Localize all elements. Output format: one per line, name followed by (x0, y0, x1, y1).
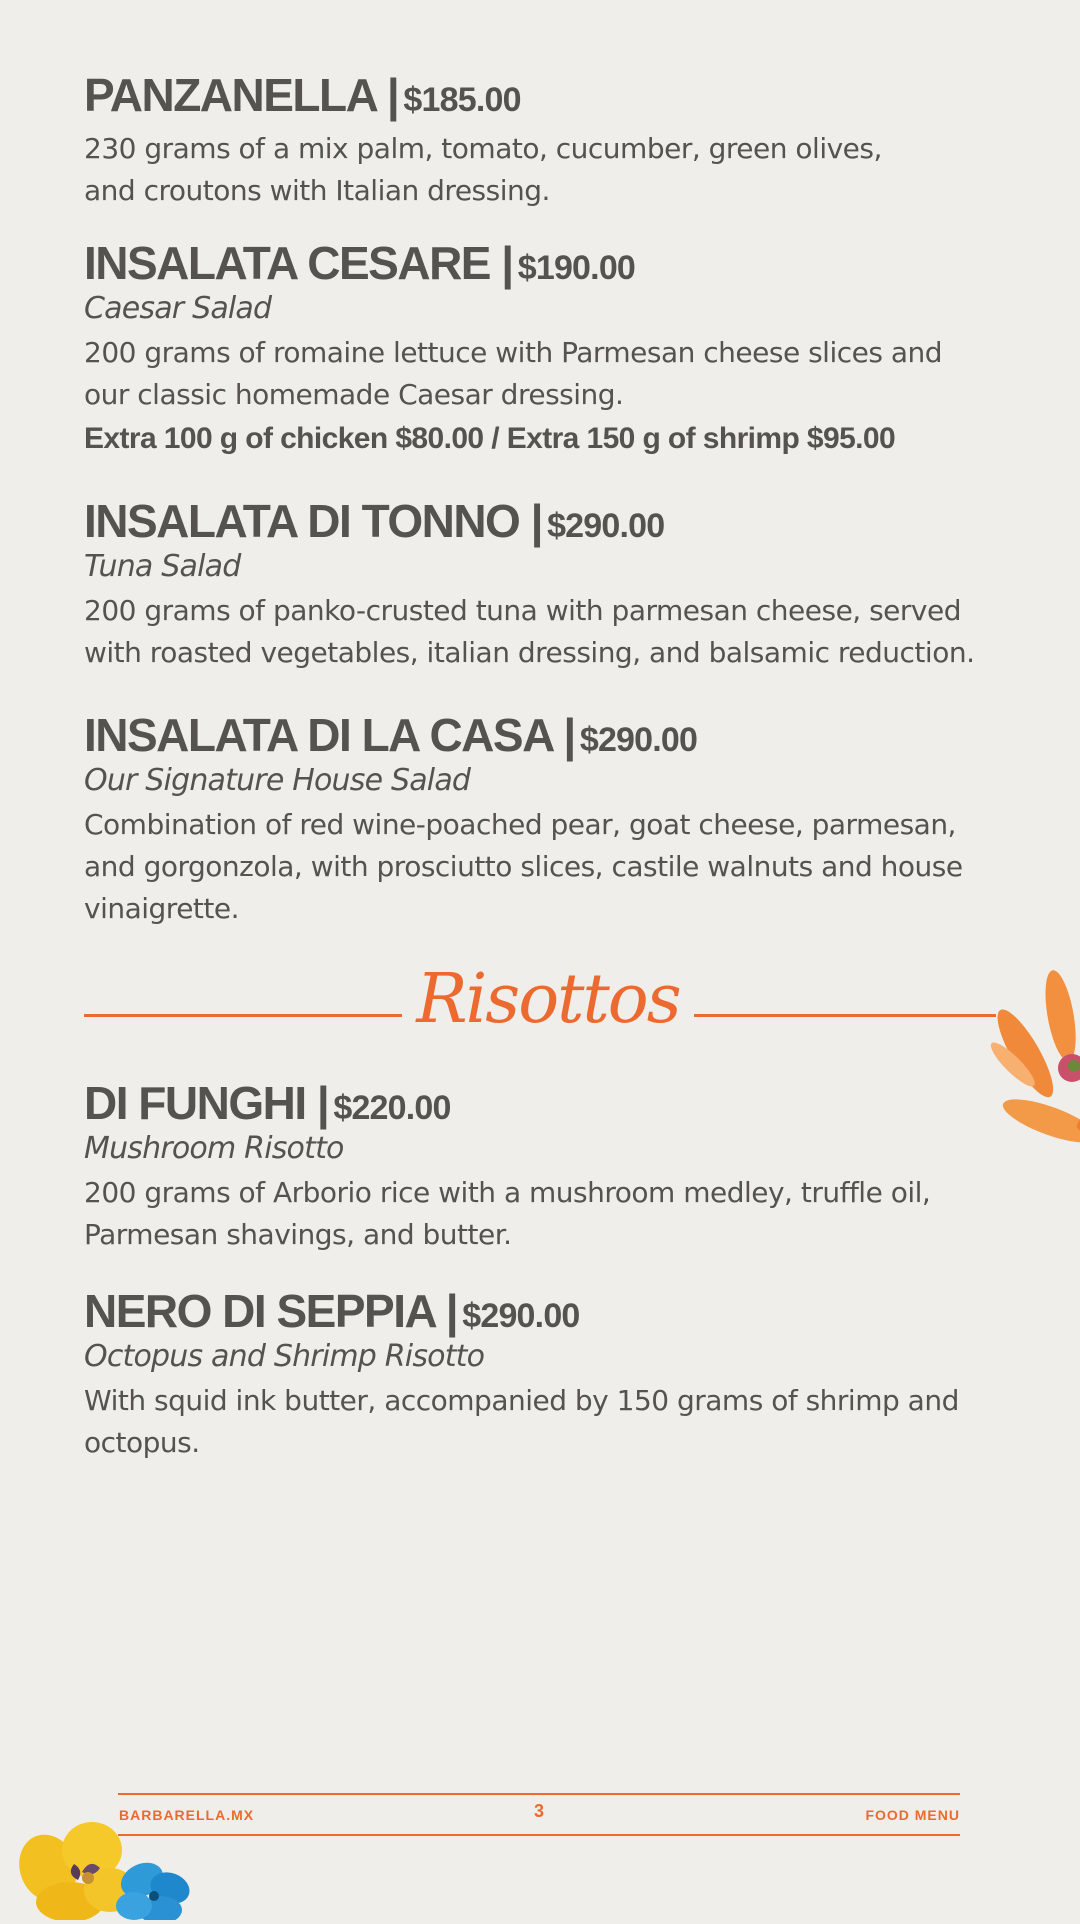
menu-item-nero-di-seppia (84, 1285, 959, 1464)
item-description-line: our classic homemade Caesar dressing. (84, 378, 624, 411)
menu-item-insalata-cesare (84, 237, 943, 460)
section-title: Risottos (416, 960, 680, 1039)
item-subtitle: Our Signature House Salad (84, 763, 471, 798)
item-name: DI FUNGHI | (84, 1077, 329, 1129)
item-name: INSALATA CESARE | (84, 237, 513, 289)
item-description-line: With squid ink butter, accompanied by 150 grams of shrimp and (84, 1384, 959, 1417)
menu-item-insalata-di-tonno (84, 495, 975, 674)
divider-line-left (84, 1014, 402, 1017)
item-description (84, 590, 974, 674)
item-price: $290.00 (462, 1297, 580, 1335)
item-description-line: 200 grams of panko-crusted tuna with parmesan cheese, served (84, 594, 961, 627)
item-name: INSALATA DI TONNO | (84, 495, 542, 547)
item-description-line: vinaigrette. (84, 892, 240, 925)
item-description (84, 1380, 959, 1464)
item-description (84, 128, 882, 212)
page-footer (118, 1793, 960, 1837)
menu-item-panzanella (84, 69, 882, 212)
footer-page-number: 3 (533, 1801, 544, 1821)
item-title (84, 1285, 959, 1337)
footer-line-bottom (118, 1834, 960, 1836)
item-description (84, 1172, 930, 1256)
menu-item-insalata-di-la-casa (84, 709, 963, 930)
item-name: INSALATA DI LA CASA | (84, 709, 575, 761)
item-description-line: octopus. (84, 1426, 200, 1459)
item-description-line: and croutons with Italian dressing. (84, 174, 550, 207)
item-subtitle: Tuna Salad (84, 549, 241, 584)
item-name: PANZANELLA | (84, 69, 399, 121)
item-price: $190.00 (517, 249, 636, 287)
item-title (84, 237, 942, 289)
orange-flower-icon (940, 960, 1080, 1160)
item-description (84, 804, 963, 930)
item-title (84, 495, 974, 547)
item-price: $290.00 (547, 507, 665, 545)
footer-label: FOOD MENU (865, 1807, 960, 1823)
item-title (84, 709, 963, 761)
item-description (84, 332, 942, 416)
item-subtitle: Caesar Salad (84, 291, 272, 326)
item-name: NERO DI SEPPIA | (84, 1285, 458, 1337)
item-extra: Extra 100 g of chicken $80.00 / Extra 150 g of shrimp $95.00 (84, 422, 896, 455)
item-description-line: 200 grams of romaine lettuce with Parmesan cheese slices and (84, 336, 943, 369)
item-subtitle: Mushroom Risotto (84, 1131, 344, 1166)
footer-line-top (118, 1793, 960, 1795)
item-price: $220.00 (333, 1089, 451, 1127)
yellow-blue-flower-icon (10, 1810, 200, 1920)
menu-item-di-funghi (84, 1077, 931, 1256)
item-title (84, 69, 882, 121)
item-description-line: Combination of red wine-poached pear, goat cheese, parmesan, (84, 808, 956, 841)
item-description-line: with roasted vegetables, italian dressing, and balsamic reduction. (84, 636, 975, 669)
item-subtitle: Octopus and Shrimp Risotto (84, 1339, 485, 1374)
item-description-line: 230 grams of a mix palm, tomato, cucumber, green olives, (84, 132, 882, 165)
item-description-line: Parmesan shavings, and butter. (84, 1218, 512, 1251)
item-description-line: 200 grams of Arborio rice with a mushroom medley, truffle oil, (84, 1176, 931, 1209)
section-divider-risottos (84, 960, 996, 1039)
item-price: $290.00 (579, 721, 698, 759)
footer-website: BARBARELLA.MX (119, 1807, 255, 1823)
item-description-line: and gorgonzola, with prosciutto slices, castile walnuts and house (84, 850, 963, 883)
item-price: $185.00 (403, 81, 521, 119)
item-title (84, 1077, 930, 1129)
